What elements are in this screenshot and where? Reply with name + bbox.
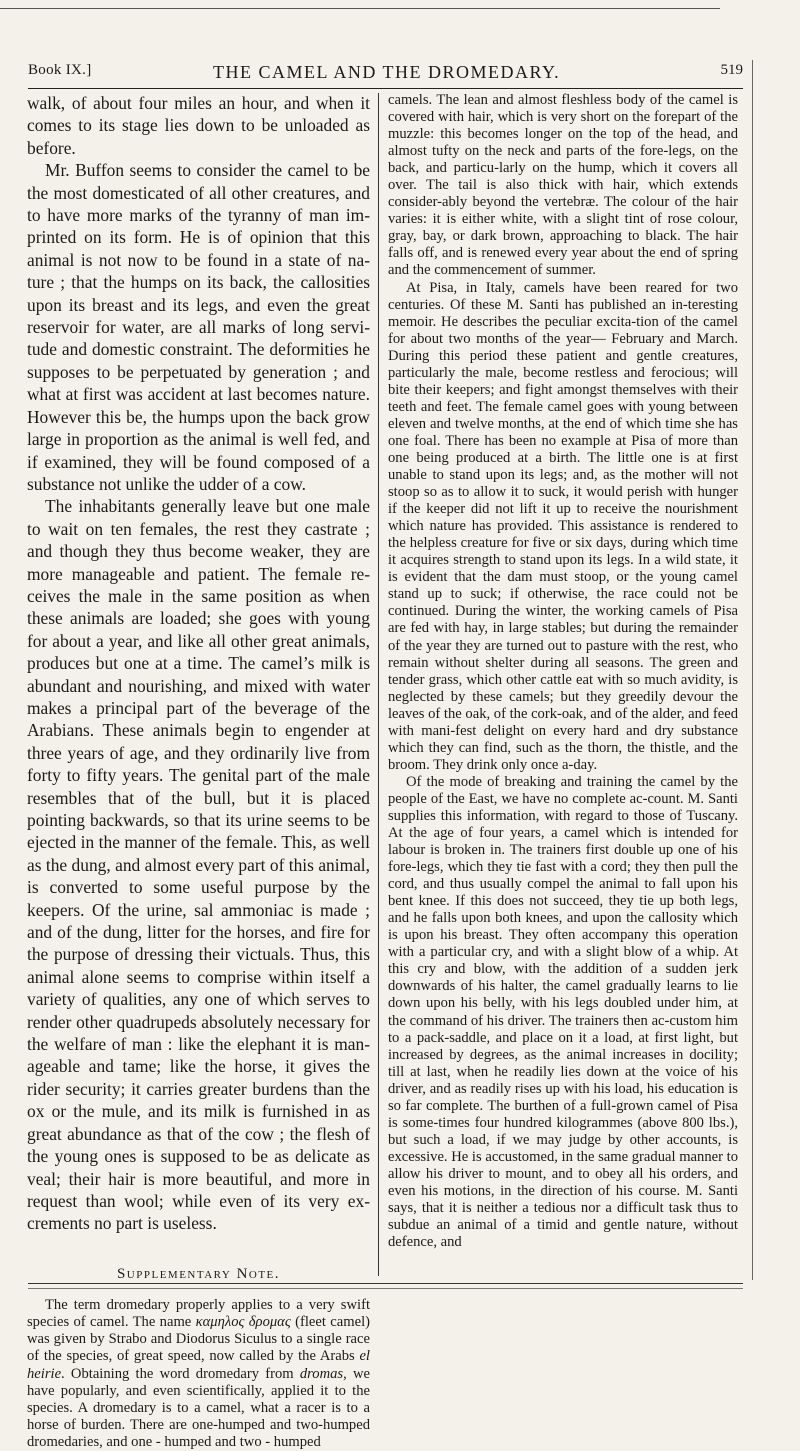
paragraph: Of the mode of breaking and training the camel by the people of the East, we have no complete ac-count. M. Santi supplies this information, with regard to those of Tuscany. At the age of four years, a camel which is intended for labour is broken in. The trainers first double up one of his fore-legs, which they tie fast with a cord; they then pull the cord, and thus usually compel the animal to fall upon his bent knee. If this does not succeed, they tie up both legs, and he falls upon both knees, and upon the callosity which is upon his breast. They often accompany this operation with a particular cry, and with a slight blow of a whip. At this cry and blow, with the addition of a sudden jerk downwards of his halter, the camel gradually learns to lie down upon his belly, with his legs doubled under him, at the command of his driver. The trainers then ac-custom him to a pack-saddle, and place on it a load, at first light, but increased by degrees, as the animal increases in docility; till at last, when he readily lies down at the voice of his driver, and as readily rises up with his load, his education is so far complete. The burthen of a full-grown camel of Pisa is some-times four hundred kilogrammes (above 800 lbs.), but such a load, if we may judge by other accounts, is excessive. He is accustomed, in the same gradual manner to allow his driver to mount, and to obey all his orders, and even his motions, in the direction of his course. M. Santi says, that it is neither a tedious nor a difficult task thus to subdue an animal of a timid and gentle nature, without defence, and bbox=[388, 773, 738, 1251]
note-text: . Obtaining the word dromedary from bbox=[61, 1365, 300, 1382]
paragraph: camels. The lean and almost fleshless body of the camel is covered with hair, which is very short on the forepart of the muzzle: this becomes longer on the top of the head, and almost tufty on the neck and parts of the fore-legs, on the back, and particu-larly on the hump, which it covers all over. The tail is also thick with hair, which extends consider-ably beyond the vertebræ. The colour of the hair varies: it is either white, with a slight tint of rose colour, gray, bay, or dark brown, approaching to black. The hair falls off, and is renewed every year about the end of spring and the commencement of summer. bbox=[388, 92, 738, 279]
note-text: (fleet camel) was given by Strabo and Diodorus Siculus to a single race of the species, of great speed, now called by the Arabs bbox=[27, 1314, 370, 1365]
note-text: , we have popularly, and even scientifically, applied it to the species. A dromedary is to a camel, what a racer is to a horse of burden. There are one-humped and two-humped dromedaries, and one - humped and two - humped bbox=[27, 1365, 370, 1450]
paragraph: The inhabitants generally leave but one male to wait on ten females, the rest they castrate ; and though they thus become weaker, they are more manageable and patient. The female re-ceives the male in the same position as when these animals are loaded; she goes with young for about a year, and like all other great animals, produces but one at a time. The camel’s milk is abundant and nourishing, and mixed with water makes a principal part of the beverage of the Arabians. These animals begin to engender at three years of age, and they ordinarily live from forty to fifty years. The genital part of the male resembles that of the bull, but it is placed pointing backwards, so that its urine seems to be ejected in the manner of the female. This, as well as the dung, and almost every part of this animal, is converted to some useful purpose by the keepers. Of the urine, sal ammoniac is made ; and of the dung, litter for the horses, and fire for the purpose of dressing their victuals. Thus, this animal alone seems to comprise within itself a variety of qualities, any one of which serves to render other quadrupeds absolutely necessary for the welfare of man : like the elephant it is man-ageable and tame; like the horse, it gives the rider security; it carries greater burdens than the ox or the mule, and its milk is furnished in as great abundance as that of the cow ; the flesh of the young ones is supposed to be as delicate as veal; their hair is more beautiful, and more in request than wool; while even of its very ex-crements no part is useless. bbox=[27, 496, 370, 1234]
book-label: Book IX.] bbox=[28, 62, 92, 78]
paragraph: Mr. Buffon seems to consider the camel to be the most domesticated of all other creatures, and to have more marks of the tyranny of man im-printed on its form. He is of opinion that this animal is not now to be found in a state of na-ture ; that the humps on its back, the callosities upon its breast and its legs, and even the great reservoir for water, are all marks of long servi-tude and domestic constraint. The deformities he supposes to be perpetuated by generation ; and what at first was accident at last becomes nature. However this be, the humps upon the back grow large in proportion as the animal is well fed, and if examined, they will be found composed of a substance not unlike the udder of a cow. bbox=[27, 160, 370, 494]
footer-rule-secondary bbox=[28, 1288, 743, 1289]
header-rule bbox=[28, 88, 743, 89]
page-title: THE CAMEL AND THE DROMEDARY. bbox=[213, 62, 561, 82]
note-heading: Supplementary Note. bbox=[116, 1265, 281, 1282]
paragraph: At Pisa, in Italy, camels have been reared for two centuries. Of these M. Santi has published an in-teresting memoir. He describes the peculiar excita-tion of the camel for about two months of the year— February and March. During this period these patient and gentle creatures, particularly the male, become restless and ferocious; will bite their keepers; and fight amongst themselves with their teeth and feet. The female camel goes with young between eleven and twelve months, at the end of which time she has one foal. There has been no example at Pisa of more than one being produced at a birth. The little one is at first unable to stand upon its legs; and, as the mother will not stoop so as to allow it to suck, it would perish with hunger if the keeper did not lift it up to receive the nourishment which nature has provided. This assistance is rendered to the helpless creature for five or six days, during which time it acquires strength to stand upon its legs. In a wild state, it is evident that the dam must stoop, or the young camel stand up to suck; if otherwise, the race could not be continued. During the winter, the working camels of Pisa are fed with hay, in large stables; but during the remainder of the year they are turned out to pasture with the rest, who remain without shelter during all seasons. The green and tender grass, which other cattle eat with so much avidity, is neglected by these camels; but they greedily devour the leaves of the oak, of the cork-oak, and of the alder, and feed with mani-fest delight on every hard and dry substance which they can find, such as the thorn, the thistle, and the broom. They drink only once a-day. bbox=[388, 279, 738, 773]
note-text: The term dromedary properly applies to a very swift species of camel. The name bbox=[27, 1297, 370, 1331]
left-column bbox=[27, 92, 370, 1451]
running-header bbox=[28, 62, 743, 88]
top-edge-line bbox=[0, 8, 720, 9]
page-number: 519 bbox=[720, 62, 743, 78]
right-column bbox=[388, 92, 738, 1251]
greek-term: καμηλος δρομας bbox=[195, 1314, 291, 1331]
paragraph: walk, of about four miles an hour, and when it comes to its stage lies down to be unloaded as before. bbox=[27, 93, 370, 158]
greek-root-term: dromas bbox=[299, 1365, 344, 1382]
page-edge-line bbox=[752, 60, 753, 1280]
footer-rule bbox=[28, 1283, 743, 1284]
arabic-term: el heirie bbox=[27, 1348, 370, 1382]
supplementary-note bbox=[27, 1297, 370, 1451]
column-divider bbox=[378, 93, 379, 1276]
